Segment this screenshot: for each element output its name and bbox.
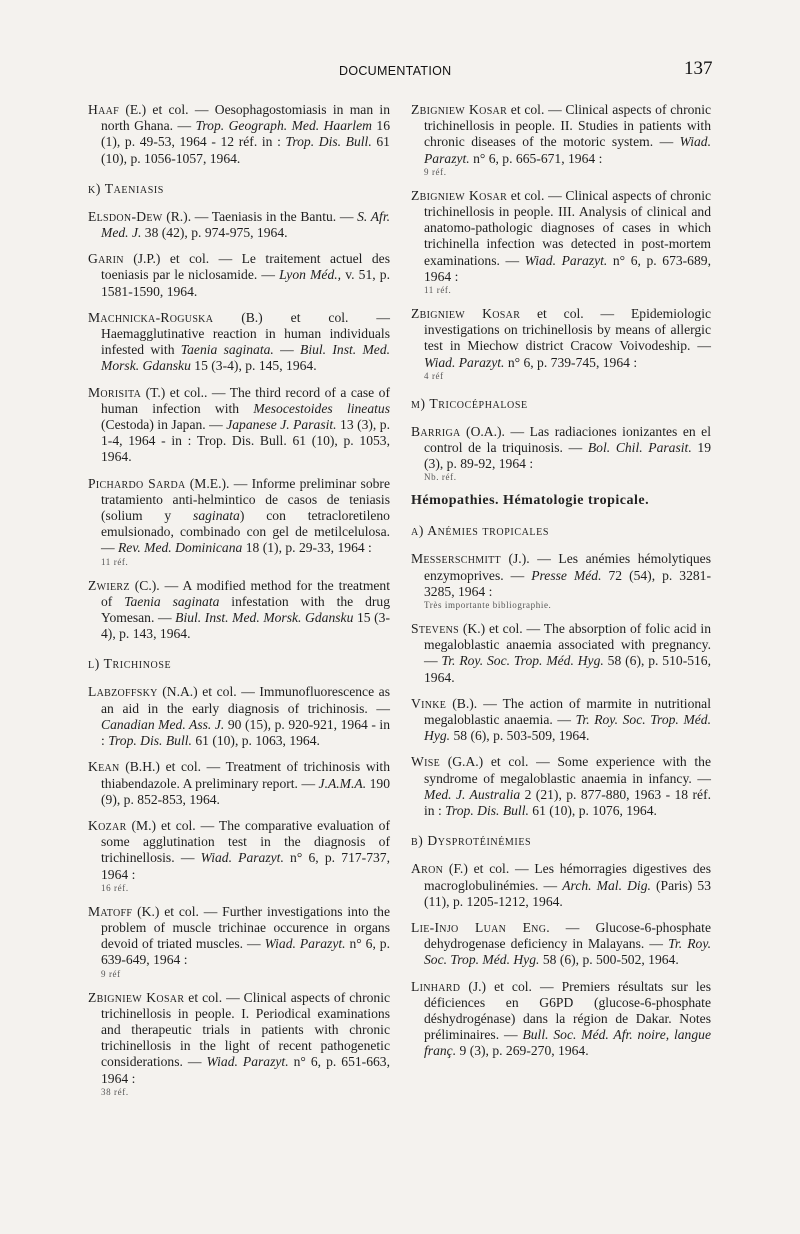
entry-author: Pichardo Sarda	[88, 475, 186, 491]
entry-journal: Rev. Med. Dominicana	[118, 540, 243, 556]
entry-text: (J.) et col. — Premiers résultats sur les déficiences en G6PD (glucose-6-phosphate déshydrogénase) dans la région de Dakar. Notes préliminaires. —	[424, 978, 711, 1043]
section-heading: k) Taeniasis	[88, 180, 164, 196]
entry-text: . — Glucose-6-phosphate dehydrogenase deficiency in Malayans. —	[424, 919, 711, 952]
entry-text: (R.). — Taeniasis in the Bantu. —	[162, 208, 358, 224]
entry-journal: J.A.M.A.	[318, 775, 367, 791]
entry-journal: S. Afr. Med. J.	[101, 208, 390, 241]
entry-journal: Wiad. Parazyt.	[200, 850, 284, 866]
entry-journal: Taenia saginata.	[180, 342, 274, 358]
entry-author: Wise	[411, 754, 441, 770]
entry-journal: saginata	[193, 508, 240, 524]
entry-note: 9 réf.	[424, 166, 447, 177]
entry-journal: Arch. Mal. Dig.	[562, 877, 651, 893]
entry-author: Zbigniew Kosar	[88, 989, 185, 1005]
entry-citation: 19 (3), p. 89-92, 1964 :	[424, 440, 711, 472]
entry-citation: n° 6, p. 739-745, 1964 :	[504, 354, 638, 370]
chapter-heading: Hémopathies. Hématologie tropicale.	[411, 493, 650, 509]
entry-journal: Mesocestoides lineatus	[253, 400, 390, 416]
entry-journal: Tr. Roy. Soc. Trop. Méd. Hyg.	[424, 936, 711, 968]
entry-text: (T.) et col.. — The third record of a case of human infection with	[101, 384, 390, 416]
entry-text: (K.) et col. — Further investigations into the problem of muscle trichinae occurence in organs devoid of triated muscles. —	[101, 903, 390, 952]
entry-journal: Taenia saginata	[124, 593, 220, 609]
entry-text: (J.P.) et col. — Le traitement actuel des toeniasis par le niclosamide. —	[101, 251, 390, 283]
entry-note: 16 réf.	[101, 882, 129, 893]
entry-journal: Biul. Inst. Med. Morsk. Gdansku	[101, 342, 391, 374]
entry-author: Machnicka-Roguska	[88, 309, 214, 325]
entry-author: Vinke	[411, 695, 447, 711]
entry-citation: 15 (3-4), p. 145, 1964.	[190, 358, 317, 374]
entry-citation: ) con tetracloretileno emulsionado, combinado con gel de metilcelulosa. —	[101, 508, 390, 556]
entry-author: Elsdon-Dew	[88, 208, 163, 224]
entry-author: Messerschmitt	[411, 551, 501, 567]
entry-text: (B.) et col. — Haemagglutinative reaction in human individuals infested with	[101, 309, 390, 358]
entry-text: (M.) et col. — The comparative evaluation of some agglutination test in the diagnosis of trichinellosis. —	[101, 817, 390, 866]
entry-citation: n° 6, p. 717-737, 1964 :	[101, 850, 390, 882]
entry-text: (E.) et col. — Oesophagostomiasis in man in north Ghana. —	[101, 102, 390, 134]
entry-text: (B.). — The action of marmite in nutritional megaloblastic anaemia. —	[424, 695, 711, 728]
entry-journal: Japanese J. Parasit.	[226, 417, 337, 433]
entry-citation: (Cestoda) in Japan. —	[101, 417, 227, 433]
entry-note: Très importante bibliographie.	[424, 600, 552, 611]
bibliography-entry	[88, 209, 390, 241]
bibliography-entry	[411, 979, 711, 1060]
entry-text: (K.) et col. — The absorption of folic acid in megaloblastic anaemia associated with pregnancy. —	[424, 621, 711, 669]
bibliography-entry	[88, 990, 390, 1098]
entry-citation: v. 51, p. 1581-1590, 1964.	[101, 267, 390, 299]
entry-citation: n° 6, p. 639-649, 1964 :	[101, 936, 391, 968]
entry-author: Barriga	[411, 423, 461, 439]
bibliography-entry	[411, 188, 711, 296]
entry-text: (N.A.) et col. — Immunofluorescence as an aid in the early diagnosis of trichinosis. —	[101, 684, 390, 716]
entry-text: (G.A.) et col. — Some experience with the syndrome of megaloblastic anaemia in infancy. —	[424, 754, 711, 786]
bibliography-entry	[411, 696, 711, 745]
entry-citation: 61 (10), p. 1056-1057, 1964.	[101, 134, 390, 166]
bibliography-entry	[411, 920, 711, 969]
entry-text: et col. — Clinical aspects of chronic trichinellosis in people. III. Analysis of clinical and anatomo-pathologic diagnoses of cases in which trichinella infection was detected in post-mortem examinations. —	[424, 187, 712, 268]
entry-text: (B.H.) et col. — Treatment of trichinosis with thiabendazole. A preliminary report. —	[101, 759, 390, 791]
bibliography-entry	[88, 476, 390, 568]
bibliography-entry	[411, 424, 711, 484]
entry-text: (C.). — A modified method for the treatment of	[101, 577, 390, 609]
entry-text: et col. — Clinical aspects of chronic trichinellosis in people. I. Periodical examinations and therapeutic trials in patients with chronic trichinellosis in the light of recent pathogenetic considerations. —	[101, 989, 391, 1070]
entry-author: Linhard	[411, 978, 461, 994]
entry-journal: Canadian Med. Ass. J.	[101, 716, 225, 732]
bibliography-entry	[411, 621, 711, 686]
entry-citation: n° 6, p. 651-663, 1964 :	[101, 1054, 390, 1086]
bibliography-entry	[411, 861, 711, 910]
entry-text: et col. — Clinical aspects of chronic trichinellosis in people. II. Studies in patients with chronic diseases of the motoric system. —	[424, 102, 712, 150]
entry-citation: 38 (42), p. 974-975, 1964.	[141, 225, 288, 241]
entry-note: 4 réf	[424, 370, 444, 381]
entry-journal: Wiad. Parazyt.	[264, 936, 346, 952]
bibliography-entry	[411, 754, 711, 819]
entry-author: Morisita	[88, 384, 142, 400]
entry-citation: 2 (21), p. 877-880, 1963 - 18 réf. in :	[424, 786, 711, 819]
entry-citation: 16 (1), p. 49-53, 1964 - 12 réf. in :	[101, 118, 390, 150]
page-number: 137	[684, 58, 713, 79]
bibliography-entry	[88, 818, 390, 894]
bibliography-entry	[88, 310, 390, 375]
bibliography-entry	[88, 102, 390, 167]
bibliography-entry	[88, 251, 390, 300]
running-title: DOCUMENTATION	[339, 64, 452, 78]
bibliography-entry	[88, 759, 390, 808]
entry-citation: 190 (9), p. 852-853, 1964.	[101, 775, 390, 807]
entry-note: 11 réf.	[424, 285, 452, 296]
entry-citation: —	[273, 342, 301, 358]
entry-author: Kozar	[88, 817, 127, 833]
entry-citation: infestation with the drug Yomesan. —	[101, 593, 390, 626]
entry-citation: 58 (6), p. 503-509, 1964.	[450, 728, 590, 744]
entry-author: Haaf	[88, 102, 120, 117]
entry-citation: 72 (54), p. 3281-3285, 1964 :	[424, 567, 711, 599]
bibliography-entry	[411, 102, 711, 178]
section-heading: l) Trichinose	[88, 656, 172, 672]
bibliography-entry	[411, 306, 711, 382]
entry-journal: Presse Méd.	[531, 567, 602, 583]
entry-citation: n° 6, p. 673-689, 1964 :	[424, 252, 711, 284]
entry-journal: Trop. Dis. Bull.	[108, 733, 192, 749]
bibliography-entry	[411, 551, 711, 611]
entry-note: 9 réf	[101, 968, 121, 979]
entry-journal: Biul. Inst. Med. Morsk. Gdansku	[175, 610, 354, 626]
entry-citation: (Paris) 53 (11), p. 1205-1212, 1964.	[424, 877, 711, 909]
bibliography-entry	[88, 385, 390, 466]
entry-author: Garin	[88, 251, 124, 267]
entry-citation: 90 (15), p. 920-921, 1964 - in :	[101, 716, 391, 749]
entry-author: Stevens	[411, 621, 459, 637]
bibliography-entry	[88, 578, 390, 643]
entry-journal: Bull. Soc. Méd. Afr. noire, langue franç.	[424, 1027, 711, 1059]
left-column	[88, 102, 390, 1108]
entry-journal: Bol. Chil. Parasit.	[587, 440, 692, 456]
entry-text: (J.). — Les anémies hémolytiques enzymoprives. —	[424, 551, 711, 583]
entry-citation: 15 (3-4), p. 143, 1964.	[101, 610, 390, 642]
entry-journal: Med. J. Australia	[424, 786, 521, 802]
entry-text: (F.) et col. — Les hémorragies digestives des macroglobulinémies. —	[424, 861, 711, 893]
entry-note: 11 réf.	[101, 556, 129, 567]
entry-note: Nb. réf.	[424, 472, 457, 483]
entry-journal: Trop. Dis. Bull.	[285, 134, 372, 150]
entry-journal: Trop. Geograph. Med. Haarlem	[195, 118, 372, 134]
entry-citation: 13 (3), p. 1-4, 1964 - in : Trop. Dis. Bull. 61 (10), p. 1053, 1964.	[101, 417, 390, 465]
entry-citation: 58 (6), p. 500-502, 1964.	[539, 952, 679, 968]
entry-journal: Trop. Dis. Bull.	[445, 803, 529, 819]
entry-note: 38 réf.	[101, 1086, 129, 1097]
entry-text: (O.A.). — Las radiaciones ionizantes en el control de la triquinosis. —	[424, 423, 711, 456]
entry-author: Zbigniew Kosar	[411, 306, 521, 322]
page-header	[0, 60, 800, 84]
entry-author: Kean	[88, 759, 120, 775]
entry-author: Aron	[411, 861, 444, 877]
section-heading: a) Anémies tropicales	[411, 523, 549, 539]
entry-journal: Wiad. Parazyt.	[524, 252, 608, 268]
entry-journal: Lyon Méd.,	[279, 267, 342, 283]
entry-journal: Wiad. Parazyt.	[424, 134, 711, 166]
entry-author: Zwierz	[88, 577, 130, 593]
bibliography-entry	[88, 684, 390, 749]
entry-journal: Wiad. Parazyt.	[424, 354, 505, 370]
entry-author: Labzoffsky	[88, 684, 158, 700]
entry-citation: 61 (10), p. 1063, 1964.	[191, 733, 320, 749]
entry-citation: n° 6, p. 665-671, 1964 :	[469, 150, 603, 166]
entry-author: Zbigniew Kosar	[411, 187, 508, 203]
entry-text: (M.E.). — Informe preliminar sobre tratamiento anti-helmintico de casos de teniasis (solium y	[101, 475, 390, 524]
entry-journal: Tr. Roy. Soc. Trop. Méd. Hyg.	[424, 712, 711, 744]
section-heading: m) Tricocéphalose	[411, 395, 528, 411]
bibliography-entry	[88, 904, 390, 980]
entry-citation: 18 (1), p. 29-33, 1964 :	[242, 540, 372, 556]
entry-author: Lie-Injo Luan Eng	[411, 919, 547, 935]
entry-author: Matoff	[88, 903, 133, 919]
entry-citation: 9 (3), p. 269-270, 1964.	[456, 1043, 589, 1059]
entry-journal: Wiad. Parazyt.	[206, 1054, 289, 1070]
entry-journal: Tr. Roy. Soc. Trop. Méd. Hyg.	[441, 653, 604, 669]
entry-author: Zbigniew Kosar	[411, 102, 508, 117]
right-column	[411, 102, 711, 1070]
section-heading: b) Dysprotéinémies	[411, 833, 532, 849]
entry-citation: 58 (6), p. 510-516, 1964.	[424, 653, 712, 685]
entry-citation: 61 (10), p. 1076, 1964.	[528, 803, 657, 819]
entry-text: et col. — Epidemiologic investigations on trichinellosis by means of allergic test in Miechow district Cracow Voivodeship. —	[424, 306, 711, 354]
